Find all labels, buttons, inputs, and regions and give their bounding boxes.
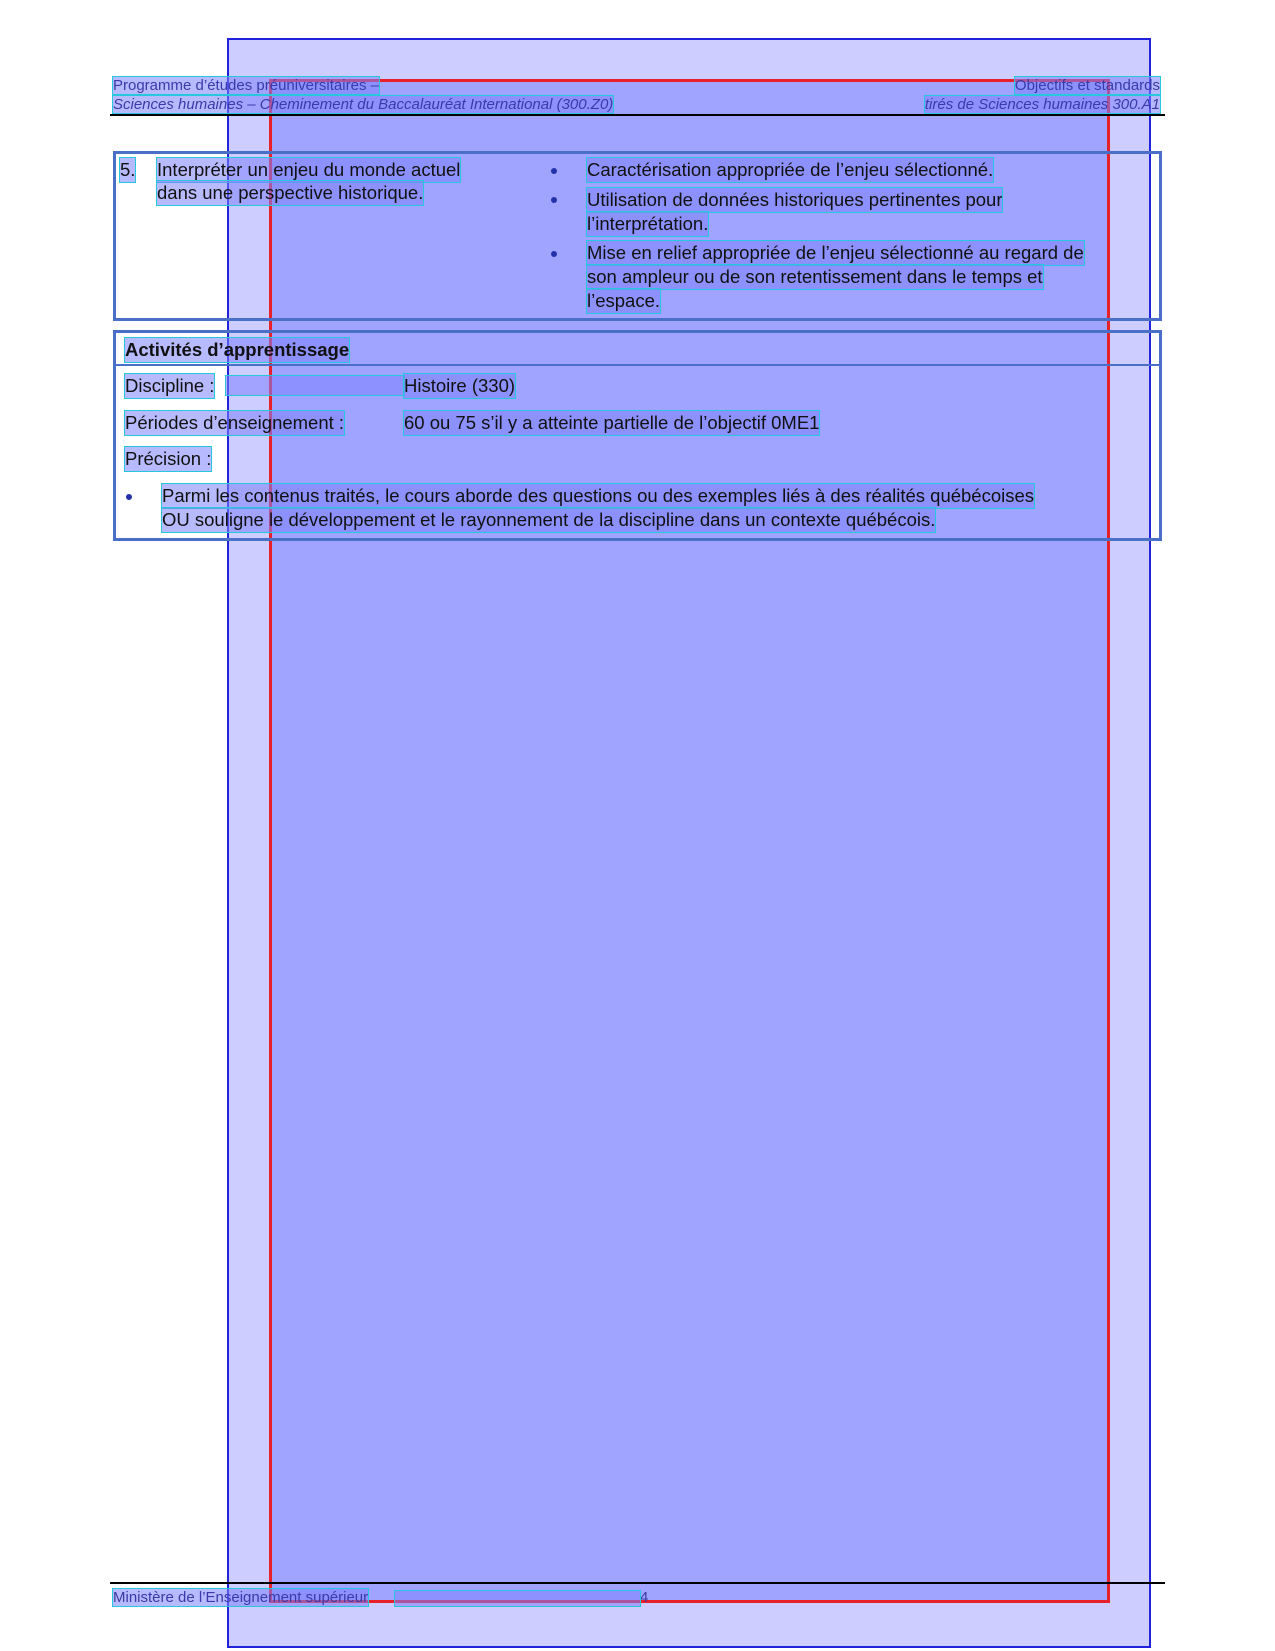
criterion-2-line-2: l’interprétation. [587, 213, 709, 234]
precision-bullet [126, 494, 132, 500]
header-source-label: tirés de Sciences humaines 300.A1 [924, 96, 1160, 113]
objective-number: 5. [120, 159, 136, 180]
precision-line-1: Parmi les contenus traités, le cours aborde des questions ou des exemples liés à des réalités québécoises [162, 485, 1035, 506]
objective-text-line-1: Interpréter un enjeu du monde actuel [157, 159, 461, 180]
activities-title: Activités d’apprentissage [125, 339, 350, 360]
criterion-1-line-1: Caractérisation appropriée de l’enjeu sélectionné. [587, 159, 994, 180]
header-program-title: Programme d’études préuniversitaires – [113, 77, 379, 94]
discipline-gap [226, 376, 404, 395]
criterion-3-line-1: Mise en relief appropriée de l’enjeu sélectionné au regard de [587, 242, 1084, 263]
header-objectives-label: Objectifs et standards [1014, 77, 1160, 94]
footer-gap [395, 1591, 640, 1606]
criterion-bullet [551, 168, 557, 174]
header-rule [110, 114, 1165, 116]
objective-text-line-2: dans une perspective historique. [157, 182, 424, 203]
footer-ministry: Ministère de l’Enseignement supérieur [113, 1589, 369, 1606]
discipline-label: Discipline : [125, 375, 215, 396]
periods-value: 60 ou 75 s’il y a atteinte partielle de l’objectif 0ME1 [404, 412, 820, 433]
periods-label: Périodes d’enseignement : [125, 412, 345, 433]
precision-label: Précision : [125, 448, 212, 469]
criterion-bullet [551, 251, 557, 257]
activities-title-divider [113, 364, 1162, 366]
criterion-2-line-1: Utilisation de données historiques pertinentes pour [587, 189, 1003, 210]
criterion-3-line-2: son ampleur ou de son retentissement dans le temps et [587, 266, 1043, 287]
precision-line-2: OU souligne le développement et le rayonnement de la discipline dans un contexte québécois. [162, 509, 936, 530]
header-program-subtitle: Sciences humaines – Cheminement du Baccalauréat International (300.Z0) [113, 96, 614, 113]
criterion-bullet [551, 197, 557, 203]
footer-page-number: 4 [640, 1589, 649, 1606]
criterion-3-line-3: l’espace. [587, 290, 661, 311]
footer-rule [110, 1582, 1165, 1584]
discipline-value: Histoire (330) [404, 375, 516, 396]
